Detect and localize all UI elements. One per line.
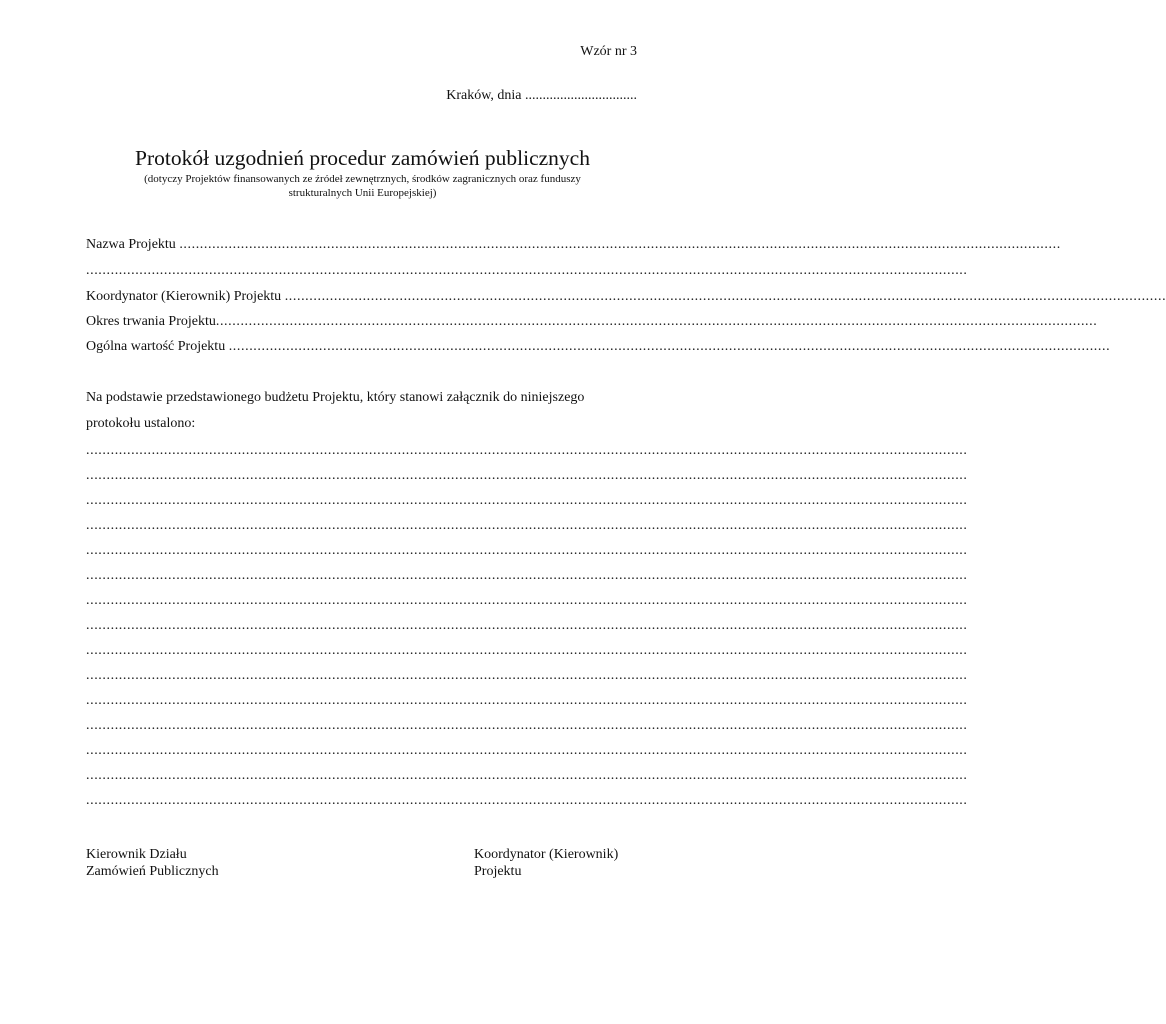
answer-dotted-line[interactable]: ....................................................................................................................................................................................................................... [86, 618, 968, 633]
signature-left-line-2: Zamówień Publicznych [86, 864, 219, 879]
duration-field[interactable] [86, 313, 1098, 331]
answer-dotted-line[interactable]: ....................................................................................................................................................................................................................... [86, 693, 968, 708]
form-number: Wzór nr 3 [580, 44, 637, 59]
place-date-line: Kraków, dnia ................................ [446, 88, 637, 103]
project-name-field[interactable] [86, 236, 1061, 254]
answer-dotted-line[interactable]: ....................................................................................................................................................................................................................... [86, 543, 968, 558]
answer-dotted-line[interactable]: ....................................................................................................................................................................................................................... [86, 668, 968, 683]
subtitle-line-1: (dotyczy Projektów finansowanych ze źródeł zewnętrznych, środków zagranicznych oraz funduszy [144, 173, 581, 185]
paragraph-line-2: protokołu ustalono: [86, 416, 196, 431]
project-name-continuation-field[interactable] [86, 262, 968, 280]
signature-right-line-2: Projektu [474, 864, 522, 879]
signature-right [474, 846, 618, 880]
document-subtitle [0, 172, 725, 200]
total-value-label: Ogólna wartość Projektu [86, 339, 229, 354]
coordinator-label: Koordynator (Kierownik) Projektu [86, 289, 285, 304]
answer-dotted-line[interactable]: ....................................................................................................................................................................................................................... [86, 643, 968, 658]
project-name-label: Nazwa Projektu [86, 237, 180, 252]
answer-dotted-line[interactable]: ....................................................................................................................................................................................................................... [86, 793, 968, 808]
signature-left [86, 846, 219, 880]
answer-dotted-line[interactable]: ....................................................................................................................................................................................................................... [86, 768, 968, 783]
dot-leader: ....................................................................................................................................................................................................................... [228, 339, 1111, 354]
dot-leader: ....................................................................................................................................................................................................................... [284, 289, 1166, 304]
answer-dotted-line[interactable]: ....................................................................................................................................................................................................................... [86, 468, 968, 483]
signature-right-line-1: Koordynator (Kierownik) [474, 847, 619, 862]
subtitle-line-2: strukturalnych Unii Europejskiej) [288, 187, 437, 199]
dot-leader: ....................................................................................................................................................................................................................... [86, 263, 968, 278]
answer-dotted-line[interactable]: ....................................................................................................................................................................................................................... [86, 743, 968, 758]
dot-leader: ....................................................................................................................................................................................................................... [179, 237, 1061, 252]
answer-dotted-line[interactable]: ....................................................................................................................................................................................................................... [86, 443, 968, 458]
total-value-field[interactable] [86, 338, 1111, 356]
duration-label: Okres trwania Projektu [86, 314, 216, 329]
answer-dotted-line[interactable]: ....................................................................................................................................................................................................................... [86, 493, 968, 508]
answer-dotted-line[interactable]: ....................................................................................................................................................................................................................... [86, 593, 968, 608]
answer-dotted-line[interactable]: ....................................................................................................................................................................................................................... [86, 568, 968, 583]
paragraph-line-1: Na podstawie przedstawionego budżetu Projektu, który stanowi załącznik do niniejszego [86, 390, 585, 405]
coordinator-field[interactable] [86, 288, 1166, 306]
answer-dotted-line[interactable]: ....................................................................................................................................................................................................................... [86, 518, 968, 533]
answer-dotted-line[interactable]: ....................................................................................................................................................................................................................... [86, 718, 968, 733]
document-title: Protokół uzgodnień procedur zamówień publicznych [135, 146, 590, 170]
signature-left-line-1: Kierownik Działu [86, 847, 187, 862]
dot-leader: ....................................................................................................................................................................................................................... [215, 314, 1098, 329]
